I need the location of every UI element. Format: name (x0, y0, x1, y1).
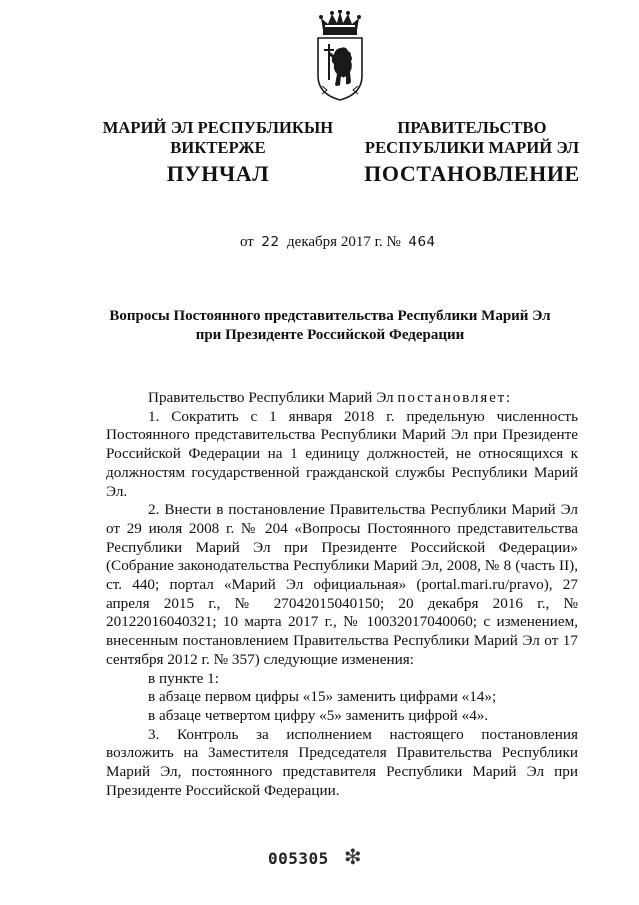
serial-number: 005305 (268, 849, 329, 868)
header-left-line1: МАРИЙ ЭЛ РЕСПУБЛИКЫН (102, 118, 334, 137)
header-right-russian (358, 118, 586, 158)
clause-2: 2. Внести в постановление Правительства Республики Марий Эл от 29 июля 2008 г. № 204 «Вопросы Постоянного представительства Республики Марий Эл при Президенте Российской Федерации» (Собрание законодательства Республики Марий Эл, 2008, № 8 (часть II), ст. 440; портал «Марий Эл официальная» (portal.mari.ru/pravo), 27 апреля 2015 г., № 27042015040150; 20 декабря 2016 г., № 20122016040321; 10 марта 2017 г., № 10032017040060; с изменением, внесенным постановлением Правительства Республики Марий Эл от 17 сентября 2012 г. № 357) следующие изменения: (106, 501, 578, 668)
intro-verb: постановляет: (397, 389, 513, 406)
clause-2-item-a: в пункте 1: (148, 669, 219, 687)
date-prefix: от (240, 234, 254, 250)
subject-line2: при Президенте Российской Федерации (195, 327, 465, 343)
header-right-line2: РЕСПУБЛИКИ МАРИЙ ЭЛ (364, 138, 580, 157)
document-number: 464 (408, 234, 436, 250)
asterisk-mark-icon: ❇ (344, 845, 362, 869)
subject-line1: Вопросы Постоянного представительства Республики Марий Эл (109, 308, 551, 324)
header-left-mari (95, 118, 341, 158)
date-day: 22 (261, 234, 280, 250)
intro-text: Правительство Республики Марий Эл (148, 389, 394, 406)
document-type-russian: ПОСТАНОВЛЕНИЕ (364, 161, 580, 186)
header-left-line2: ВИКТЕРЖЕ (170, 138, 266, 157)
intro-paragraph (106, 389, 578, 408)
date-line (240, 234, 540, 251)
clause-3: 3. Контроль за исполнением настоящего постановления возложить на Заместителя Председателя Правительства Республики Марий Эл, постоянного представителя Республики Марий Эл при Президенте Российской Федерации. (106, 725, 578, 799)
clause-2-item-c: в абзаце четвертом цифру «5» заменить цифрой «4». (148, 706, 489, 724)
document-subject (100, 307, 560, 345)
document-body (106, 389, 578, 800)
coat-of-arms-icon (313, 10, 367, 102)
clause-2-item-b: в абзаце первом цифры «15» заменить цифрами «14»; (148, 688, 497, 706)
header-right-line1: ПРАВИТЕЛЬСТВО (397, 118, 547, 137)
document-type-mari: ПУНЧАЛ (166, 161, 270, 186)
clause-1: 1. Сократить с 1 января 2018 г. предельную численность Постоянного представительства Республики Марий Эл при Президенте Российской Федерации на 1 единицу должностей, не относящихся к должностям государственной гражданской службы Республики Марий Эл. (106, 407, 578, 500)
date-month-year: декабря 2017 г. № (287, 234, 401, 250)
